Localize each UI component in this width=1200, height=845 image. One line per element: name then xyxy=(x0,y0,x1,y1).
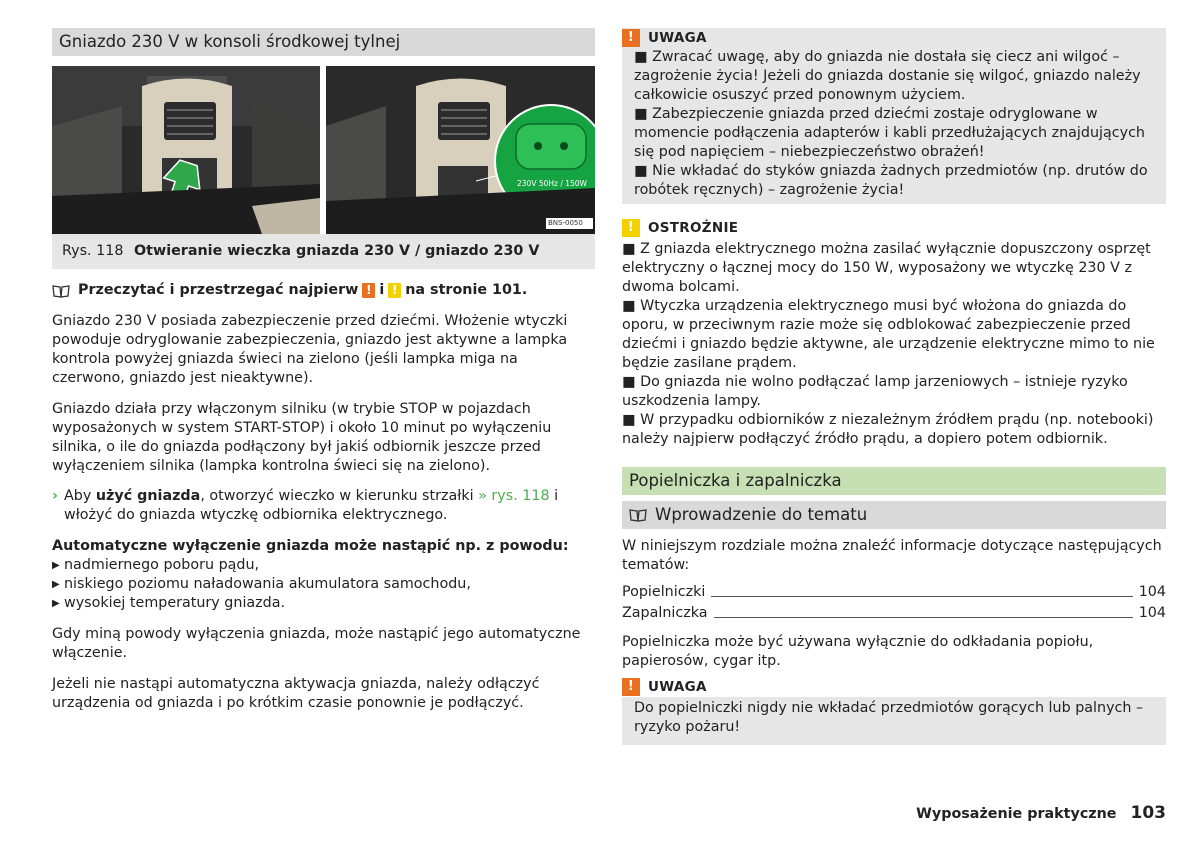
caution-box xyxy=(622,218,1166,449)
action-text-mid: , otworzyć wieczko w kierunku strzałki xyxy=(200,488,479,504)
index-label: Popielniczki xyxy=(622,584,706,600)
paragraph-ashtray: Popielniczka może być używana wyłącznie do odkładania popiołu, papierosów, cygar itp. xyxy=(622,634,1094,669)
figure-number: Rys. 118 xyxy=(62,243,124,259)
caution-item: ■ Z gniazda elektrycznego można zasilać wyłącznie dopuszczony osprzęt elektryczny o łącznej mocy do 150 W, wyposażony we wtyczkę 230 V z dwoma bolcami. xyxy=(622,241,1151,295)
paragraph-reconnect: Jeżeli nie nastąpi automatyczna aktywacja gniazda, należy odłączyć urządzenia od gniazda i po krótkim czasie ponownie je podłączyć. xyxy=(52,676,540,711)
list-item: ▶ wysokiej temperatury gniazda. xyxy=(52,595,286,611)
figure-118 xyxy=(52,66,595,269)
warning-mark-icon: ! xyxy=(362,283,375,298)
index-row[interactable] xyxy=(622,583,1166,602)
figure-link[interactable]: » rys. 118 xyxy=(478,488,550,504)
action-arrow-icon: › xyxy=(52,488,58,504)
warning-box-ashtray xyxy=(622,677,1166,745)
index-page: 104 xyxy=(1138,605,1166,621)
warning-item: ■ Nie wkładać do styków gniazda żadnych przedmiotów (np. drutów do robótek ręcznych) – zagrożenie życia! xyxy=(634,163,1148,198)
caution-header xyxy=(622,218,1166,238)
warning-body: Do popielniczki nigdy nie wkładać przedmiotów gorących lub palnych – ryzyko pożaru! xyxy=(634,700,1144,735)
action-text-bold: użyć gniazda xyxy=(95,488,201,504)
topic-index xyxy=(622,583,1166,623)
caution-item: ■ Do gniazda nie wolno podłączać lamp jarzeniowych – istnieje ryzyko uszkodzenia lampy. xyxy=(622,374,1128,409)
figure-code: BNS-0050 xyxy=(548,219,583,227)
read-first-and: i xyxy=(379,282,385,298)
right-column xyxy=(622,28,1166,745)
index-leader xyxy=(711,596,1132,597)
read-first-note xyxy=(52,281,595,300)
read-first-prefix: Przeczytać i przestrzegać najpierw xyxy=(78,282,359,298)
action-text-post: i włożyć do gniazda wtyczkę odbiornika elektrycznego. xyxy=(64,488,559,523)
triangle-bullet-icon: ▶ xyxy=(52,579,60,590)
book-icon xyxy=(629,508,647,522)
caution-icon: ! xyxy=(622,219,640,237)
index-page: 104 xyxy=(1138,584,1166,600)
list-item: ▶ nadmiernego poboru pądu, xyxy=(52,557,260,573)
warning-icon: ! xyxy=(622,29,640,47)
list-item: ▶ niskiego poziomu naładowania akumulatora samochodu, xyxy=(52,576,471,592)
index-label: Zapalniczka xyxy=(622,605,708,621)
paragraph-child-lock: Gniazdo 230 V posiada zabezpieczenie przed dziećmi. Włożenie wtyczki powoduje odryglowanie zabezpieczenia, gniazdo jest aktywne a lampka kontrola powyżej gniazda świeci na zielono (jeśli lampka miga na czerwono, gniazdo jest nieaktywne). xyxy=(52,313,568,386)
intro-title: Wprowadzenie do tematu xyxy=(655,505,868,524)
warning-header xyxy=(622,28,1166,48)
section-title-socket: Gniazdo 230 V w konsoli środkowej tylnej xyxy=(52,28,595,56)
warning-icon: ! xyxy=(622,678,640,696)
warning-label: UWAGA xyxy=(648,29,707,46)
book-icon xyxy=(52,284,70,298)
read-first-suffix: na stronie 101. xyxy=(405,282,528,298)
socket-rating-label: 230V 50Hz / 150W xyxy=(517,179,587,188)
caution-item: ■ W przypadku odbiorników z niezależnym źródłem prądu (np. notebooki) należy najpierw podłączyć źródło prądu, a dopiero potem odbiornik. xyxy=(622,412,1154,447)
warning-item: ■ Zabezpieczenie gniazda przed dziećmi zostaje odryglowane w momencie podłączenia adapterów i kabli przedłużających znajdujących się pod napięciem – niebezpieczeństwo obrażeń! xyxy=(634,106,1145,160)
section-title-ashtray: Popielniczka i zapalniczka xyxy=(622,467,1166,495)
photo-socket xyxy=(326,66,595,234)
caution-body xyxy=(622,238,1166,449)
intro-bar xyxy=(622,501,1166,529)
warning-body xyxy=(622,48,1166,204)
triangle-bullet-icon: ▶ xyxy=(52,560,60,571)
caution-label: OSTROŻNIE xyxy=(648,219,739,236)
triangle-bullet-icon: ▶ xyxy=(52,598,60,609)
page-number: 103 xyxy=(1130,803,1166,823)
caution-mark-icon: ! xyxy=(388,283,401,298)
warning-header xyxy=(622,677,1166,697)
intro-text: W niniejszym rozdziale można znaleźć informacje dotyczące następujących tematów: xyxy=(622,538,1162,573)
page-footer xyxy=(916,804,1166,824)
auto-off-list xyxy=(52,556,595,613)
chapter-title: Wyposażenie praktyczne xyxy=(916,806,1117,822)
warning-item: ■ Zwracać uwagę, aby do gniazda nie dostała się ciecz ani wilgoć – zagrożenie życia! Jeżeli do gniazda dostanie się wilgoć, gniazdo należy całkowicie osuszyć przed ponownym użyciem. xyxy=(634,49,1141,103)
auto-off-heading: Automatyczne wyłączenie gniazda może nastąpić np. z powodu: xyxy=(52,538,569,554)
warning-box-socket xyxy=(622,28,1166,204)
action-step xyxy=(52,487,595,525)
figure-caption xyxy=(52,234,595,269)
figure-images xyxy=(52,66,595,234)
photo-open-lid xyxy=(52,66,320,234)
warning-label: UWAGA xyxy=(648,678,707,695)
paragraph-operation: Gniazdo działa przy włączonym silniku (w trybie STOP w pojazdach wyposażonych w system START-STOP) i około 10 minut po wyłączeniu silnika, o ile do gniazda podłączony był jakiś odbiornik jeszcze przed wyłączeniem silnika (lampka kontrolna świeci się na zielono). xyxy=(52,401,552,474)
paragraph-auto-on: Gdy miną powody wyłączenia gniazda, może nastąpić jego automatyczne włączenie. xyxy=(52,626,581,661)
index-row[interactable] xyxy=(622,604,1166,623)
caution-item: ■ Wtyczka urządzenia elektrycznego musi być włożona do gniazda do oporu, w przeciwnym razie może się odblokować zabezpieczenie przed dziećmi i gniazdo będzie aktywne, ale urządzenie elektryczne mimo to nie będzie zasilane prądem. xyxy=(622,298,1155,371)
index-leader xyxy=(714,617,1133,618)
figure-title: Otwieranie wieczka gniazda 230 V / gniazdo 230 V xyxy=(134,243,540,259)
left-column xyxy=(52,28,595,713)
action-text-pre: Aby xyxy=(64,488,96,504)
